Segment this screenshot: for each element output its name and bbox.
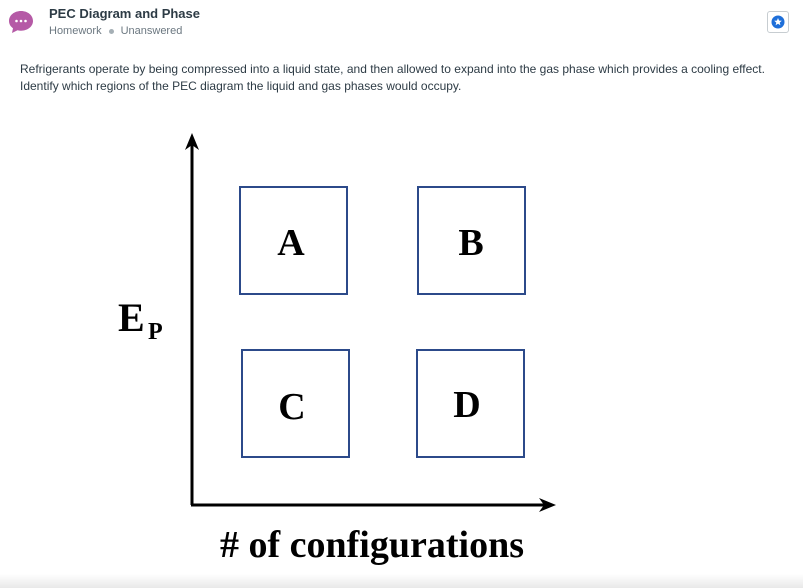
y-axis-label-sub: P — [148, 319, 163, 345]
post-category: Homework — [49, 25, 102, 37]
x-axis-label: # of configurations — [220, 524, 524, 566]
y-axis-label-main: E — [118, 295, 145, 340]
question-text: Refrigerants operate by being compressed into a liquid state, and then allowed to expand into the gas phase which provides a cooling effect. Identify which regions of the PEC diagram the liquid and gas phases would occupy. — [20, 62, 765, 93]
region-d-label: D — [453, 384, 481, 426]
region-c-label: C — [278, 386, 306, 428]
region-b-label: B — [458, 222, 484, 264]
region-a-label: A — [277, 222, 305, 264]
post-title: PEC Diagram and Phase — [49, 6, 200, 21]
page-bottom-fade — [0, 574, 803, 588]
post-status: Unanswered — [120, 25, 183, 37]
